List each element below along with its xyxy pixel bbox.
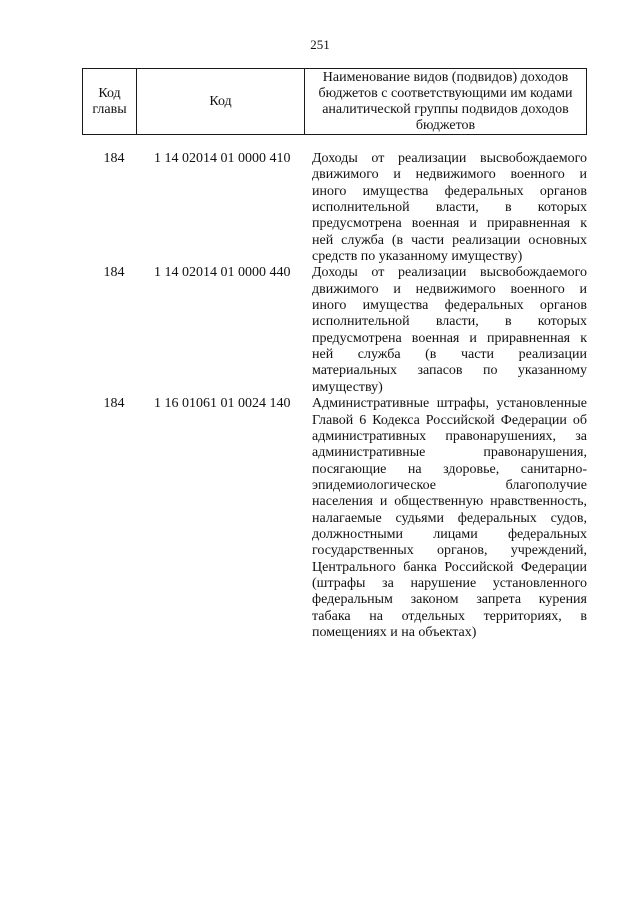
description-line: средств по указанному имуществу) — [312, 249, 523, 265]
header-code: Код — [137, 69, 305, 134]
table-body — [82, 151, 587, 641]
description-line: ней служба (в части реализации — [312, 347, 587, 363]
table-row — [82, 265, 587, 396]
description-line: Главой 6 Кодекса Российской Федерации об — [312, 412, 587, 428]
description-line: материальных запасов по указанному — [312, 363, 587, 379]
description-line: административные правонарушения, — [312, 445, 587, 461]
code-cell: 1 14 02014 01 0000 410 — [154, 151, 291, 166]
description-line: помещениях и на объектах) — [312, 624, 477, 640]
description-line: (штрафы за нарушение установленного — [312, 575, 587, 591]
table-header — [82, 68, 587, 135]
description-line: Доходы от реализации высвобождаемого — [312, 151, 587, 166]
description-line: Административные штрафы, установленные — [312, 396, 587, 412]
description-line: федеральным законом запрета курения — [312, 592, 587, 608]
description-line: иного имущества федеральных органов — [312, 298, 587, 314]
description-line: Доходы от реализации высвобождаемого — [312, 265, 587, 281]
description-line: должностными лицами федеральных — [312, 526, 587, 542]
description-line: налагаемые судьями федеральных судов, — [312, 510, 587, 526]
chapter-code-cell: 184 — [103, 151, 125, 166]
description-line: исполнительной власти, в которых — [312, 314, 587, 330]
header-chapter-code: Код главы — [83, 69, 137, 134]
description-cell — [312, 396, 587, 641]
table-row — [82, 396, 587, 641]
table-row — [82, 151, 587, 265]
chapter-code-cell: 184 — [103, 396, 125, 412]
description-line: имуществу) — [312, 379, 383, 395]
description-line: табака на отдельных территориях, в — [312, 608, 587, 624]
description-line: исполнительной власти, в которых — [312, 200, 587, 216]
description-line: населения и общественную нравственность, — [312, 494, 587, 510]
description-line: ней служба (в части реализации основных — [312, 232, 587, 248]
chapter-code-cell: 184 — [103, 265, 125, 281]
page-number: 251 — [310, 37, 330, 52]
description-line: эпидемиологическое благополучие — [312, 477, 587, 493]
header-name: Наименование видов (подвидов) доходов бюджетов с соответствующими им кодами аналитической группы подвидов доходов бюджетов — [318, 69, 573, 133]
description-line: предусмотрена военная и приравненная к — [312, 216, 587, 232]
description-line: Центрального банка Российской Федерации — [312, 559, 587, 575]
description-cell — [312, 265, 587, 396]
description-line: иного имущества федеральных органов — [312, 183, 587, 199]
description-line: посягающие на здоровье, санитарно- — [312, 461, 587, 477]
description-line: предусмотрена военная и приравненная к — [312, 330, 587, 346]
description-line: движимого и недвижимого военного и — [312, 167, 587, 183]
code-cell: 1 14 02014 01 0000 440 — [154, 265, 291, 281]
code-cell: 1 16 01061 01 0024 140 — [154, 396, 291, 412]
description-line: административных правонарушениях, за — [312, 428, 587, 444]
description-cell — [312, 151, 587, 265]
description-line: движимого и недвижимого военного и — [312, 281, 587, 297]
description-line: государственных органов, учреждений, — [312, 543, 587, 559]
